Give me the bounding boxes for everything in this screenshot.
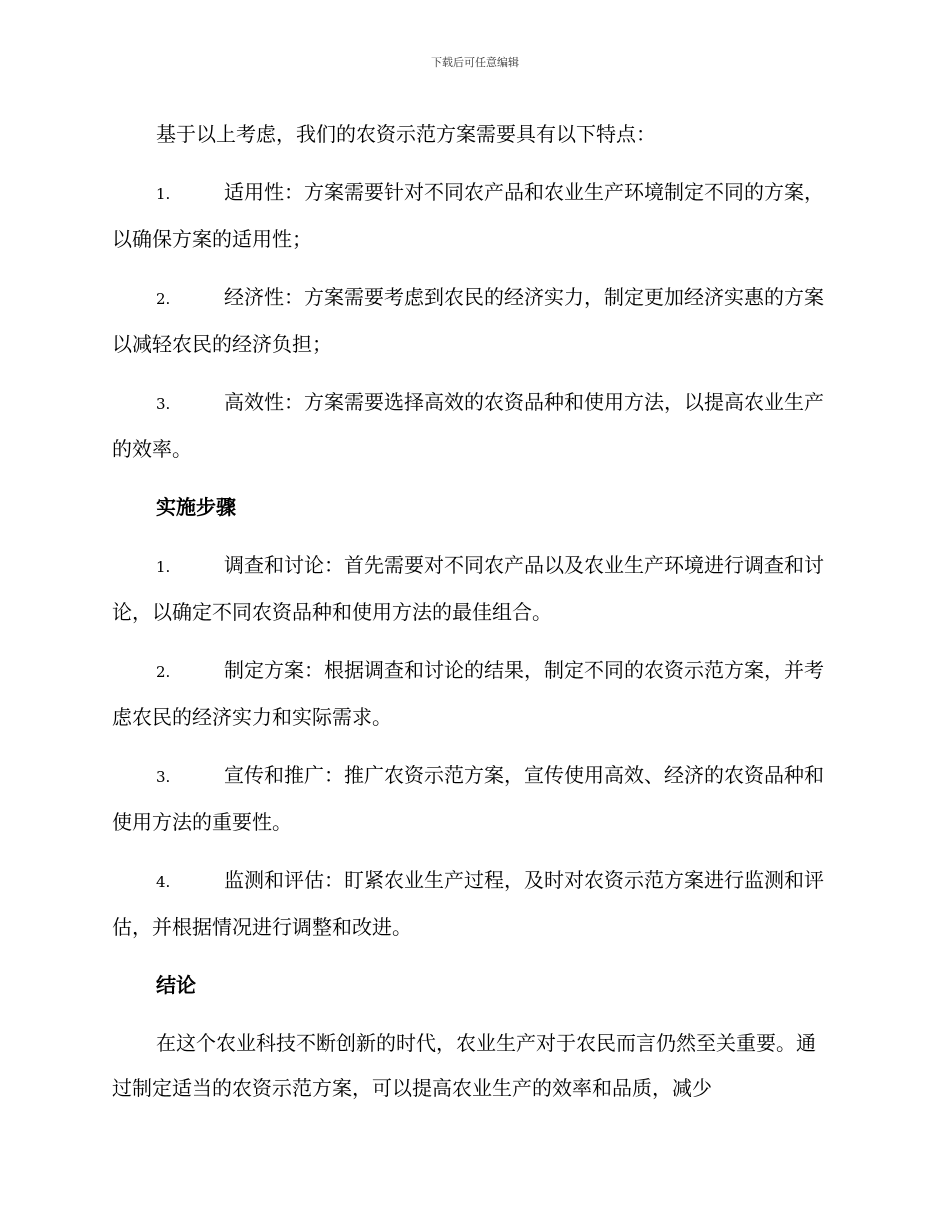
list-text: 经济性：方案需要考虑到农民的经济实力，制定更加经济实惠的方案以减轻农民的经济负担； — [112, 285, 824, 356]
section-heading-steps: 实施步骤 — [156, 495, 236, 519]
list-item — [112, 753, 834, 845]
section-heading-conclusion: 结论 — [156, 973, 196, 997]
list-number: 4. — [156, 873, 171, 891]
list-number: 3. — [156, 395, 171, 413]
list-text: 宣传和推广：推广农资示范方案，宣传使用高效、经济的农资品种和使用方法的重要性。 — [112, 763, 824, 834]
intro-paragraph: 基于以上考虑，我们的农资示范方案需要具有以下特点： — [156, 122, 656, 146]
list-number: 3. — [156, 768, 171, 786]
list-number: 1. — [156, 558, 171, 576]
page-header: 下载后可任意编辑 — [431, 56, 519, 69]
list-text: 适用性：方案需要针对不同农产品和农业生产环境制定不同的方案，以确保方案的适用性； — [112, 180, 824, 251]
list-item — [112, 170, 834, 262]
list-item — [112, 543, 834, 635]
list-number: 1. — [156, 185, 171, 203]
list-item — [112, 380, 834, 472]
list-item — [112, 648, 834, 740]
list-text: 高效性：方案需要选择高效的农资品种和使用方法，以提高农业生产的效率。 — [112, 390, 824, 461]
list-number: 2. — [156, 290, 171, 308]
list-text: 制定方案：根据调查和讨论的结果，制定不同的农资示范方案，并考虑农民的经济实力和实际需求。 — [112, 658, 824, 729]
conclusion-paragraph: 在这个农业科技不断创新的时代，农业生产对于农民而言仍然至关重要。通过制定适当的农资示范方案，可以提高农业生产的效率和品质，减少 — [112, 1031, 816, 1100]
list-text: 调查和讨论：首先需要对不同农产品以及农业生产环境进行调查和讨论，以确定不同农资品种和使用方法的最佳组合。 — [112, 553, 824, 624]
list-text: 监测和评估：盯紧农业生产过程，及时对农资示范方案进行监测和评估，并根据情况进行调整和改进。 — [112, 868, 824, 939]
list-item — [112, 858, 834, 950]
document-body — [112, 112, 834, 1124]
list-item — [112, 275, 834, 367]
list-number: 2. — [156, 663, 171, 681]
